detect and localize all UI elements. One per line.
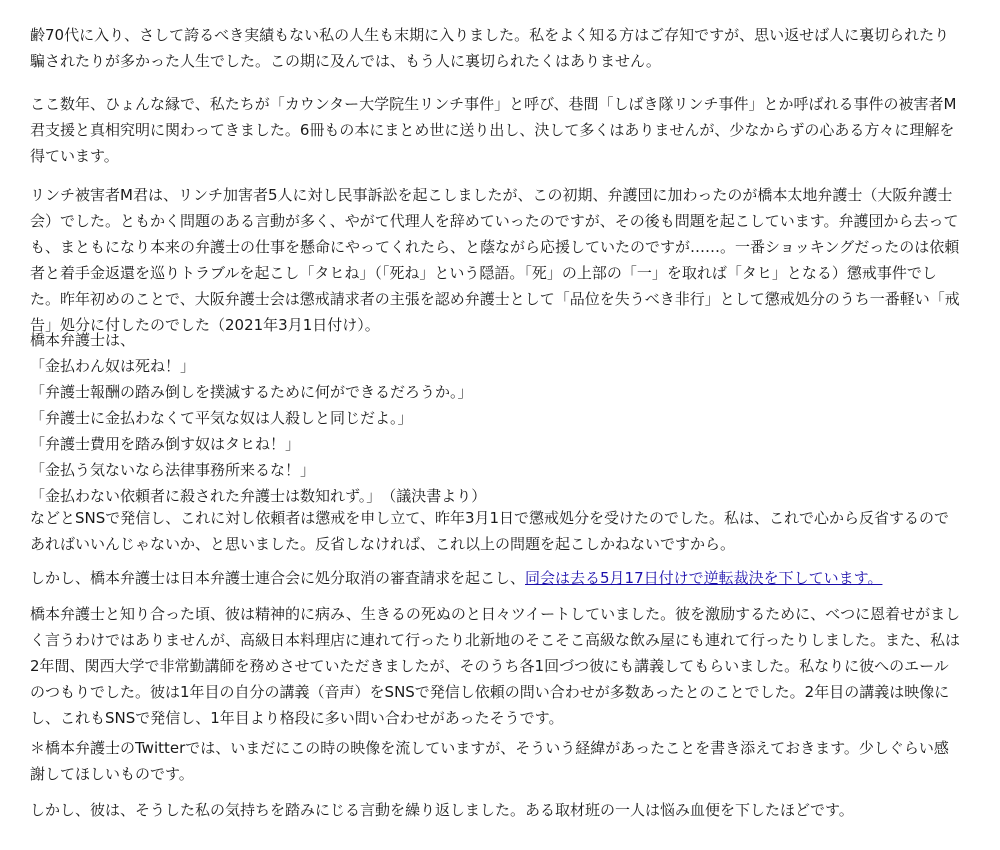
paragraph-8-note — [30, 735, 978, 787]
paragraph-9 — [30, 797, 978, 823]
text-line: あればいいんじゃないか、と思いました。反省しなければ、これ以上の問題を起こしかねないですから。 — [30, 535, 736, 553]
text-line: ここ数年、ひょんな縁で、私たちが「カウンター大学院生リンチ事件」と呼び、巷間「しばき隊リンチ事件」とか呼ばれる事件の被害者M — [30, 95, 957, 113]
text-line: 齢70代に入り、さして誇るべき実績もない私の人生も末期に入りました。私をよく知る方はご存知ですが、思い返せば人に裏切られたり — [30, 26, 950, 44]
quote-line: 「金払わん奴は死ね！」 — [30, 357, 196, 375]
text-line: 橋本弁護士と知り合った頃、彼は精神的に病み、生きるの死ぬのと日々ツイートしていました。彼を激励するために、べつに恩着せがまし — [30, 605, 961, 623]
paragraph-5 — [30, 505, 978, 557]
text-line: た。昨年初めのことで、大阪弁護士会は懲戒請求者の主張を認め弁護士として「品位を失うべき非行」として懲戒処分のうち一番軽い「戒 — [30, 290, 960, 308]
paragraph-4-quotes — [30, 327, 978, 509]
quote-line: 「金払わない依頼者に殺された弁護士は数知れず。」 （議決書より） — [30, 487, 487, 505]
text-line: し、これもSNSで発信し、1年目より格段に多い問い合わせがあったそうです。 — [30, 709, 564, 727]
text-line: 君支援と真相究明に関わってきました。6冊もの本にまとめ世に送り出し、決して多くはありませんが、少なからずの心ある方々に理解を — [30, 121, 955, 139]
text-line: 得ています。 — [30, 147, 119, 165]
text-line: リンチ被害者M君は、リンチ加害者5人に対し民事訴訟を起こしましたが、この初期、弁護団に加わったのが橋本太地弁護士（大阪弁護士 — [30, 186, 953, 204]
quote-line: 「弁護士報酬の踏み倒しを撲滅するために何ができるだろうか。」 — [30, 383, 473, 401]
text-line: 者と着手金返還を巡りトラブルを起こし「タヒね」（「死ね」という隠語。「死」の上部の「一」を取れば「タヒ」となる）懲戒事件でし — [30, 264, 937, 282]
paragraph-3 — [30, 182, 978, 338]
text-line: ＊橋本弁護士のTwitterでは、いまだにこの時の映像を流していますが、そういう経緯があったことを書き添えておきます。少しぐらい感 — [30, 739, 949, 757]
text-line: などとSNSで発信し、これに対し依頼者は懲戒を申し立て、昨年3月1日で懲戒処分を受けたのでした。私は、これで心から反省するので — [30, 509, 950, 527]
paragraph-6-text: しかし、橋本弁護士は日本弁護士連合会に処分取消の審査請求を起こし、 — [30, 569, 526, 587]
quote-line: 「金払う気ないなら法律事務所来るな！」 — [30, 461, 316, 479]
paragraph-2 — [30, 91, 978, 169]
quote-line: 「弁護士費用を踏み倒す奴はタヒね！」 — [30, 435, 301, 453]
text-line: 会）でした。ともかく問題のある言動が多く、やがて代理人を辞めていったのですが、その後も問題を起こしています。弁護団から去って — [30, 212, 959, 230]
text-line-with-link — [30, 565, 978, 591]
text-line: 騙されたりが多かった人生でした。この期に及んでは、もう人に裏切られたくはありません。 — [30, 52, 661, 70]
paragraph-6 — [30, 565, 978, 591]
text-line: く言うわけではありませんが、高級日本料理店に連れて行ったり北新地のそこそこ高級な飲み屋にも連れて行ったりしました。また、私は — [30, 631, 961, 649]
text-line: のつもりでした。彼は1年目の自分の講義（音声）をSNSで発信し依頼の問い合わせが多数あったとのことでした。2年目の講義は映像に — [30, 683, 950, 701]
text-line: も、まともになり本来の弁護士の仕事を懸命にやってくれたら、と蔭ながら応援していたのですが……。一番ショッキングだったのは依頼 — [30, 238, 960, 256]
paragraph-7 — [30, 601, 978, 731]
text-line: しかし、彼は、そうした私の気持ちを踏みにじる言動を繰り返しました。ある取材班の一人は悩み血便を下したほどです。 — [30, 801, 854, 819]
text-line: 橋本弁護士は、 — [30, 331, 136, 349]
ruling-article-link[interactable]: 同会は去る5月17日付けで逆転裁決を下しています。 — [525, 569, 883, 587]
text-line: 2年間、関西大学で非常勤講師を務めさせていただきましたが、そのうち各1回づつ彼にも講義してもらいました。私なりに彼へのエール — [30, 657, 949, 675]
text-line: 告」処分に付したのでした（2021年3月1日付け）。 — [30, 316, 380, 334]
paragraph-1 — [30, 22, 978, 74]
text-line: 謝してほしいものです。 — [30, 765, 194, 783]
quote-line: 「弁護士に金払わなくて平気な奴は人殺しと同じだよ。」 — [30, 409, 413, 427]
